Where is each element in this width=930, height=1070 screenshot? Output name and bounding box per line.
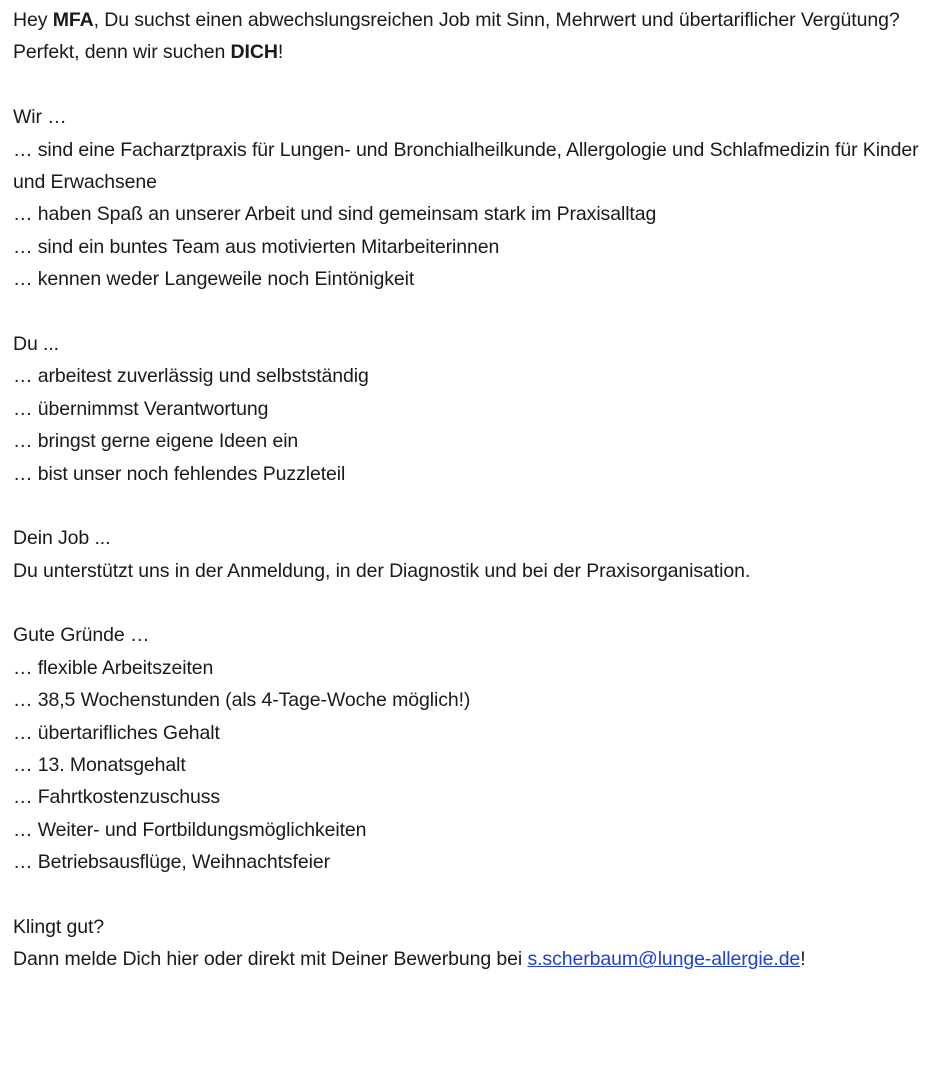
spacer <box>13 296 928 328</box>
spacer <box>13 490 928 522</box>
wir-item-4: … kennen weder Langeweile noch Eintönigkeit <box>13 268 415 291</box>
intro-greet: Hey <box>13 9 53 31</box>
closing-end: ! <box>800 948 806 971</box>
gruende-heading: Gute Gründe … <box>13 624 150 647</box>
intro-end: ! <box>277 41 284 64</box>
gruende-item-7: … Betriebsausflüge, Weihnachtsfeier <box>13 851 330 874</box>
wir-item-3: … sind ein buntes Team aus motivierten Mitarbeiterinnen <box>13 235 500 258</box>
spacer <box>13 69 928 101</box>
intro-role: MFA <box>52 9 94 31</box>
wir-heading: Wir … <box>13 106 67 129</box>
email-link[interactable]: s.scherbaum@lunge-allergie.de <box>527 948 801 971</box>
intro-middle: , Du suchst einen abwechslungsreichen Job mit Sinn, Mehrwert und übertariflicher Vergütung? Perfekt, denn wir suchen <box>13 9 900 64</box>
job-posting <box>13 4 928 976</box>
wir-item-1: … sind eine Facharztpraxis für Lungen- und Bronchialheilkunde, Allergologie und Schlafmedizin für Kinder und Erwachsene <box>13 138 919 193</box>
du-item-2: … übernimmst Verantwortung <box>13 397 269 420</box>
gruende-item-3: … übertarifliches Gehalt <box>13 721 220 744</box>
du-item-1: … arbeitest zuverlässig und selbstständig <box>13 365 369 388</box>
job-text: Du unterstützt uns in der Anmeldung, in der Diagnostik und bei der Praxisorganisation. <box>13 559 751 582</box>
spacer <box>13 879 928 911</box>
du-item-3: … bringst gerne eigene Ideen ein <box>13 430 299 453</box>
du-item-4: … bist unser noch fehlendes Puzzleteil <box>13 462 346 485</box>
gruende-item-5: … Fahrtkostenzuschuss <box>13 786 221 809</box>
job-heading: Dein Job ... <box>13 527 111 550</box>
intro-paragraph <box>13 4 928 69</box>
closing-question: Klingt gut? <box>13 916 105 938</box>
gruende-item-2: … 38,5 Wochenstunden (als 4-Tage-Woche möglich!) <box>13 689 471 712</box>
closing-line <box>13 943 928 975</box>
gruende-item-6: … Weiter- und Fortbildungsmöglichkeiten <box>13 818 367 841</box>
spacer <box>13 587 928 619</box>
closing-text: Dann melde Dich hier oder direkt mit Deiner Bewerbung bei <box>13 948 528 971</box>
intro-you: DICH <box>230 41 278 64</box>
gruende-item-1: … flexible Arbeitszeiten <box>13 656 214 679</box>
du-heading: Du ... <box>13 332 59 355</box>
wir-item-2: … haben Spaß an unserer Arbeit und sind gemeinsam stark im Praxisalltag <box>13 203 657 226</box>
gruende-item-4: … 13. Monatsgehalt <box>13 754 186 777</box>
